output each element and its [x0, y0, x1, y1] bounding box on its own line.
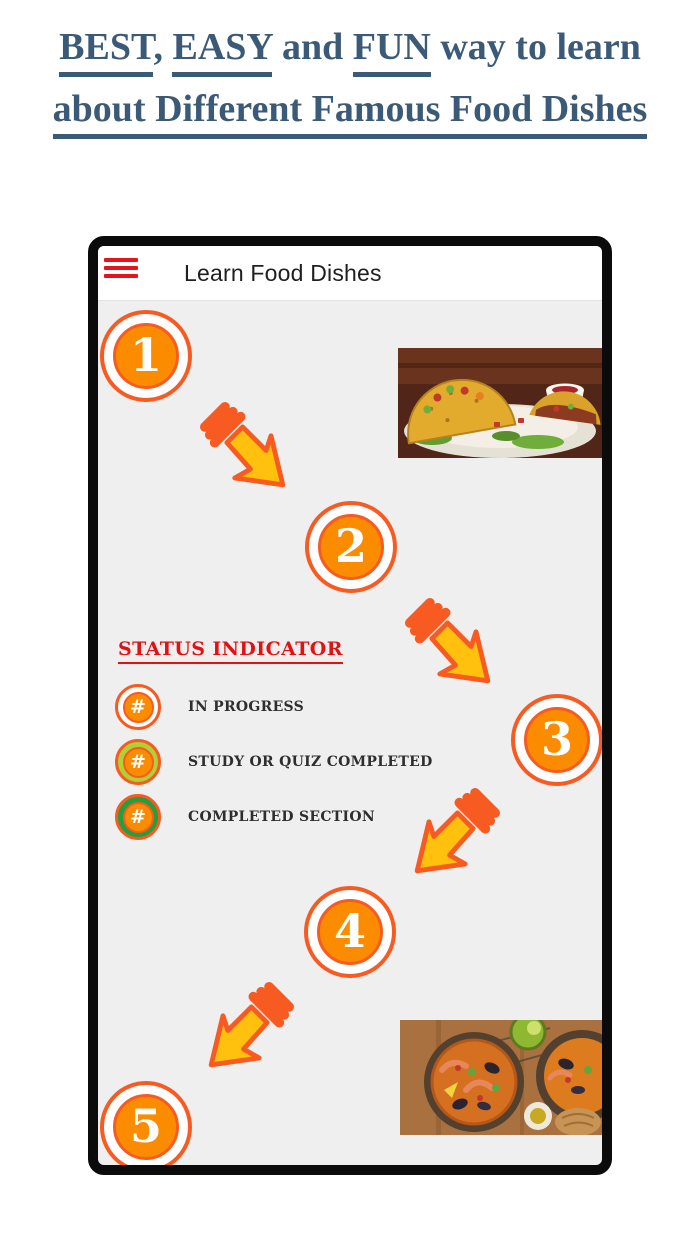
headline-segment: ,: [153, 26, 173, 68]
legend-label: IN PROGRESS: [188, 699, 305, 715]
legend-label: COMPLETED SECTION: [188, 809, 375, 825]
app-header: [98, 246, 602, 301]
headline-segment: EASY: [172, 26, 272, 77]
tacos-photo: [398, 348, 602, 458]
step-circle-5[interactable]: [100, 1081, 192, 1173]
headline: [0, 20, 700, 144]
arrow-down-right-icon: [189, 391, 308, 510]
step-circle-1[interactable]: [100, 310, 192, 402]
step-number: 1: [129, 328, 162, 382]
legend-item-study-quiz-completed: [115, 739, 445, 785]
headline-segment: BEST: [59, 26, 153, 77]
step-number: 5: [129, 1099, 162, 1153]
step-circle-2[interactable]: [305, 501, 397, 593]
legend-item-completed-section: [115, 794, 445, 840]
headline-line-1: [0, 20, 700, 82]
app-screen: [98, 246, 602, 1165]
paella-photo: [400, 1020, 602, 1135]
step-number: 4: [333, 904, 366, 958]
app-title: Learn Food Dishes: [184, 260, 382, 286]
headline-segment: FUN: [353, 26, 431, 77]
legend-item-in-progress: [115, 684, 445, 730]
study-quiz-completed-badge-icon: #: [115, 739, 161, 785]
in-progress-badge-icon: #: [115, 684, 161, 730]
step-number: 3: [540, 712, 573, 766]
legend-title: STATUS INDICATOR: [118, 638, 343, 664]
headline-segment: way to learn: [430, 26, 641, 68]
step-number: 2: [334, 519, 367, 573]
step-circle-4[interactable]: [304, 886, 396, 978]
hamburger-menu-icon[interactable]: [104, 258, 138, 279]
step-circle-3[interactable]: [511, 694, 603, 786]
completed-section-badge-icon: #: [115, 794, 161, 840]
headline-segment: and: [272, 26, 353, 68]
phone-frame: [88, 236, 612, 1175]
legend-label: STUDY OR QUIZ COMPLETED: [188, 754, 433, 770]
headline-segment: about Different Famous Food Dishes: [53, 88, 648, 139]
headline-line-2: [0, 82, 700, 144]
status-legend: [115, 638, 445, 840]
arrow-down-left-icon: [187, 971, 306, 1090]
